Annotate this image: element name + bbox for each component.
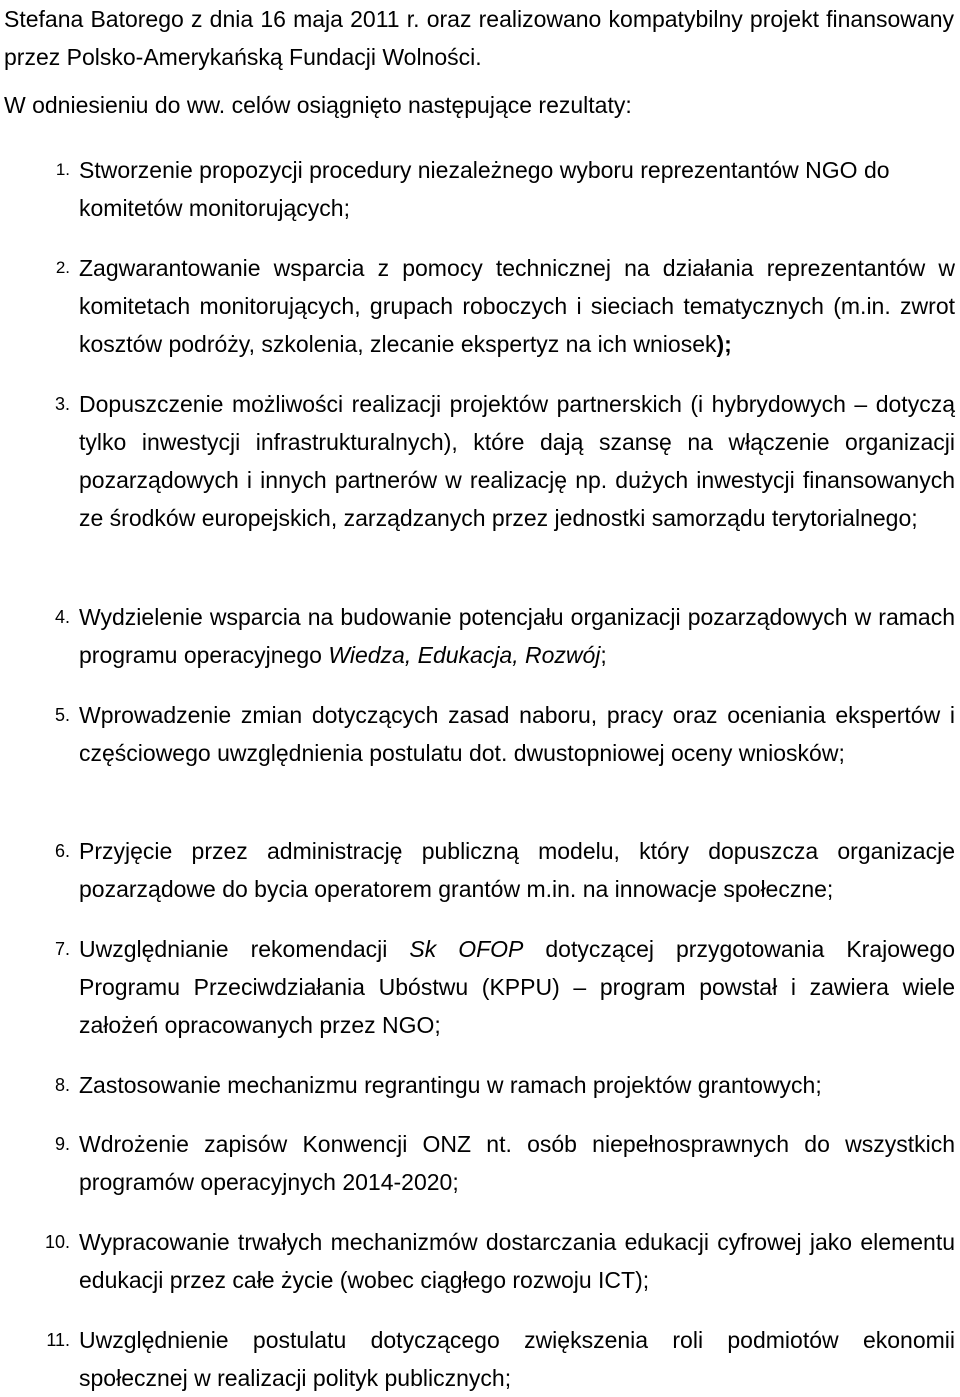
list-item-text-part: Wydzielenie wsparcia na budowanie potencjału organizacji pozarządowych w ramach programu operacyjnego xyxy=(79,604,955,668)
list-item-text: Stworzenie propozycji procedury niezależnego wyboru reprezentantów NGO do komitetów monitorujących; xyxy=(79,157,890,221)
list-item-text-part: ; xyxy=(600,642,607,668)
list-item-text xyxy=(79,930,955,1044)
list-item-text: Przyjęcie przez administrację publiczną modelu, który dopuszcza organizacje pozarządowe do bycia operatorem grantów m.in. na innowacje społeczne; xyxy=(79,838,955,902)
list-item-text: Wdrożenie zapisów Konwencji ONZ nt. osób niepełnosprawnych do wszystkich programów operacyjnych 2014-2020; xyxy=(79,1131,955,1195)
list-item-number: 8. xyxy=(54,1075,70,1095)
list-item-number: 10. xyxy=(44,1232,70,1252)
list-item-number: 6. xyxy=(54,841,70,861)
list-item-text: Zastosowanie mechanizmu regrantingu w ramach projektów grantowych; xyxy=(79,1072,822,1098)
list-item-number: 1. xyxy=(55,160,70,179)
list-item-number: 5. xyxy=(54,705,70,725)
list-item-text-part: ); xyxy=(716,331,732,357)
list-item-text: Wypracowanie trwałych mechanizmów dostarczania edukacji cyfrowej jako elementu edukacji przez całe życie (wobec ciągłego rozwoju ICT); xyxy=(79,1229,955,1293)
list-item-number: 11. xyxy=(46,1330,70,1350)
list-item-text-part: (m.in. zwrot kosztów podróży, szkolenia, zlecanie ekspertyz na ich wniosek xyxy=(79,293,955,357)
list-item-number: 9. xyxy=(54,1134,70,1154)
list-item-text: Uwzględnienie postulatu dotyczącego zwiększenia roli podmiotów ekonomii społecznej w realizacji polityk publicznych; xyxy=(79,1327,955,1391)
list-item-number: 3. xyxy=(54,394,70,414)
list-item-number: 7. xyxy=(54,939,70,959)
list-item-text: Dopuszczenie możliwości realizacji projektów partnerskich (i hybrydowych – dotyczą tylko inwestycji infrastrukturalnych), które dają szansę na włączenie organizacji pozarządowych i innych partnerów w realizację np. dużych inwestycji finansowanych ze środków europejskich, zarządzanych przez jednostki samorządu terytorialnego; xyxy=(79,391,955,531)
list-item-text-italic: Sk OFOP xyxy=(409,936,524,962)
list-item-number: 4. xyxy=(54,607,70,627)
list-item-text-part: Zagwarantowanie wsparcia z pomocy technicznej na działania reprezentantów w komitetach monitorujących, grupach roboczych i sieciach tematycznych xyxy=(79,255,955,319)
list-item-text-italic: Wiedza, Edukacja, Rozwój xyxy=(328,642,601,668)
list-item-text-part: dotyczącej przygotowania Krajowego Programu Przeciwdziałania Ubóstwu (KPPU) – program powstał i zawiera wiele założeń opracowanych przez NGO; xyxy=(79,936,955,1038)
list-item-text xyxy=(79,249,955,363)
list-item-text xyxy=(79,598,955,674)
list-item-number: 2. xyxy=(55,258,70,277)
list-item-text: Wprowadzenie zmian dotyczących zasad naboru, pracy oraz oceniania ekspertów i częściowego uwzględnienia postulatu dot. dwustopniowej oceny wniosków; xyxy=(79,702,955,766)
intro-results-heading: W odniesieniu do ww. celów osiągnięto następujące rezultaty: xyxy=(4,92,632,118)
intro-paragraph: Stefana Batorego z dnia 16 maja 2011 r. oraz realizowano kompatybilny projekt finansowany przez Polsko-Amerykańską Fundacji Wolności. xyxy=(4,6,954,70)
list-item-text-part: Uwzględnianie rekomendacji xyxy=(79,936,410,962)
